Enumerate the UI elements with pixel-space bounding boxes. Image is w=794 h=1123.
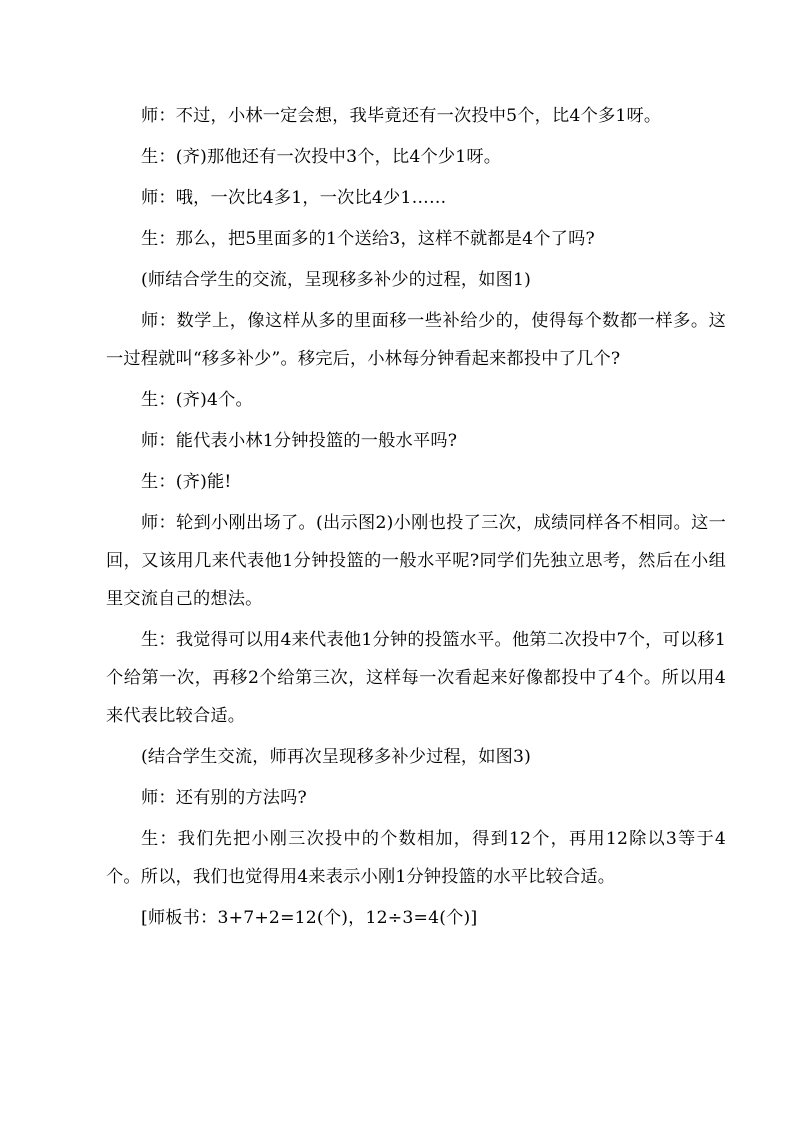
paragraph-4: 生：那么，把5里面多的1个送给3，这样不就都是4个了吗? [141, 229, 595, 249]
paragraph-1: 师：不过，小林一定会想，我毕竟还有一次投中5个，比4个多1呀。 [141, 106, 662, 126]
paragraph-15: [师板书：3+7+2=12(个)，12÷3=4(个)] [141, 908, 478, 928]
paragraph-11: 生：我觉得可以用4来代表他1分钟的投篮水平。他第二次投中7个，可以移1个给第一次，再移2个给第三次，这样每一次看起来好像都投中了4个。所以用4来代表比较合适。 [106, 630, 726, 726]
paragraph-10: 师：轮到小刚出场了。(出示图2)小刚也投了三次，成绩同样各不相同。这一回，又该用几来代表他1分钟投篮的一般水平呢?同学们先独立思考，然后在小组里交流自己的想法。 [106, 513, 726, 609]
paragraph-8: 师：能代表小林1分钟投篮的一般水平吗? [141, 431, 458, 451]
paragraph-12: (结合学生交流，师再次呈现移多补少过程，如图3) [141, 747, 532, 767]
paragraph-9: 生：(齐)能! [141, 472, 232, 492]
paragraph-3: 师：哦，一次比4多1，一次比4少1…… [141, 188, 447, 208]
paragraph-2: 生：(齐)那他还有一次投中3个，比4个少1呀。 [141, 147, 502, 167]
paragraph-5: (师结合学生的交流，呈现移多补少的过程，如图1) [141, 270, 532, 290]
paragraph-6: 师：数学上，像这样从多的里面移一些补给少的，使得每个数都一样多。这一过程就叫“移多补少”。移完后，小林每分钟看起来都投中了几个? [106, 311, 726, 369]
paragraph-13: 师：还有别的方法吗? [141, 788, 307, 808]
document-body [106, 101, 726, 944]
paragraph-7: 生：(齐)4个。 [141, 390, 253, 410]
paragraph-14: 生：我们先把小刚三次投中的个数相加，得到12个，再用12除以3等于4个。所以，我们也觉得用4来表示小刚1分钟投篮的水平比较合适。 [106, 829, 726, 887]
